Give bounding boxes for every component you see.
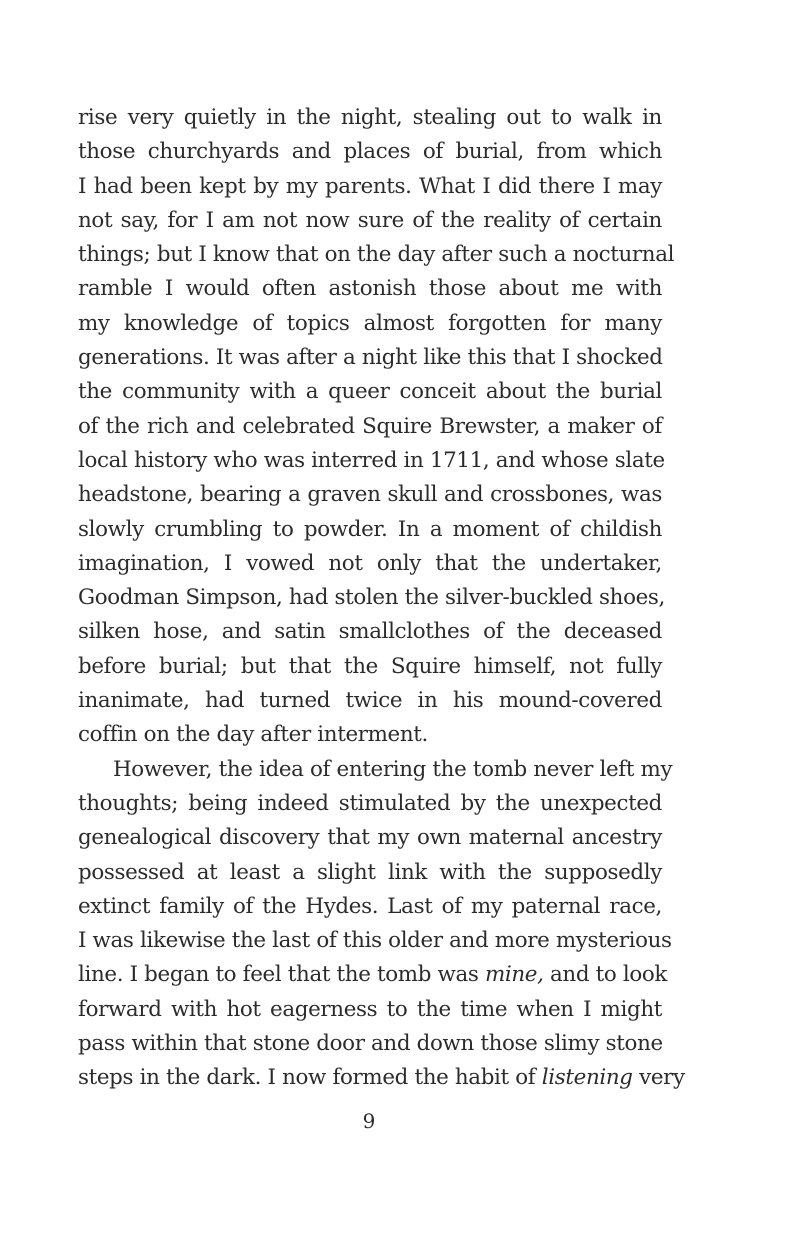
text-line: generations. It was after a night like this that I shocked — [78, 345, 663, 371]
text-segment: and to look — [543, 962, 668, 988]
text-line: headstone, bearing a graven skull and crossbones, was — [78, 482, 662, 508]
page-number: 9 — [362, 1109, 376, 1133]
text-line: I was likewise the last of this older and more mysterious — [78, 928, 672, 954]
text-line: of the rich and celebrated Squire Brewster, a maker of — [78, 413, 662, 439]
text-line: Goodman Simpson, had stolen the silver-buckled shoes, — [78, 585, 666, 611]
text-line: those churchyards and places of burial, from which — [78, 139, 662, 165]
text-line: thoughts; being indeed stimulated by the unexpected — [78, 790, 662, 816]
text-line: coffin on the day after interment. — [78, 722, 428, 748]
italic-word: listening — [541, 1065, 633, 1091]
text-line — [78, 1061, 685, 1095]
text-line: not say, for I am not now sure of the reality of certain — [78, 207, 662, 233]
text-segment: line. I began to feel that the tomb was — [78, 962, 485, 988]
text-line — [78, 958, 668, 992]
paragraph — [78, 101, 675, 753]
body-text — [78, 101, 685, 1096]
text-line: imagination, I vowed not only that the undertaker, — [78, 550, 662, 576]
text-line: genealogical discovery that my own maternal ancestry — [78, 825, 662, 851]
text-line: forward with hot eagerness to the time when I might — [78, 996, 662, 1022]
text-line: things; but I know that on the day after such a nocturnal — [78, 242, 675, 268]
text-line: the community with a queer conceit about the burial — [78, 379, 662, 405]
italic-word: mine, — [484, 962, 544, 988]
text-line: my knowledge of topics almost forgotten for many — [78, 310, 662, 336]
text-segment: very — [632, 1065, 685, 1091]
text-segment: steps in the dark. I now formed the habit of — [78, 1065, 542, 1091]
text-line: ramble I would often astonish those about me with — [78, 276, 662, 302]
text-line: extinct family of the Hydes. Last of my paternal race, — [78, 893, 662, 919]
text-line: slowly crumbling to powder. In a moment of childish — [78, 516, 662, 542]
text-line: before burial; but that the Squire himself, not fully — [78, 653, 662, 679]
text-line: possessed at least a slight link with the supposedly — [78, 859, 662, 885]
text-line: silken hose, and satin smallclothes of the deceased — [78, 619, 662, 645]
text-line: inanimate, had turned twice in his mound-covered — [78, 688, 662, 714]
text-line: pass within that stone door and down those slimy stone — [78, 1031, 663, 1057]
text-line: local history who was interred in 1711, and whose slate — [78, 447, 665, 473]
text-line: I had been kept by my parents. What I did there I may — [78, 173, 662, 199]
paragraph — [78, 753, 685, 1096]
text-line: rise very quietly in the night, stealing out to walk in — [78, 105, 662, 130]
text-line: However, the idea of entering the tomb never left my — [113, 756, 673, 782]
